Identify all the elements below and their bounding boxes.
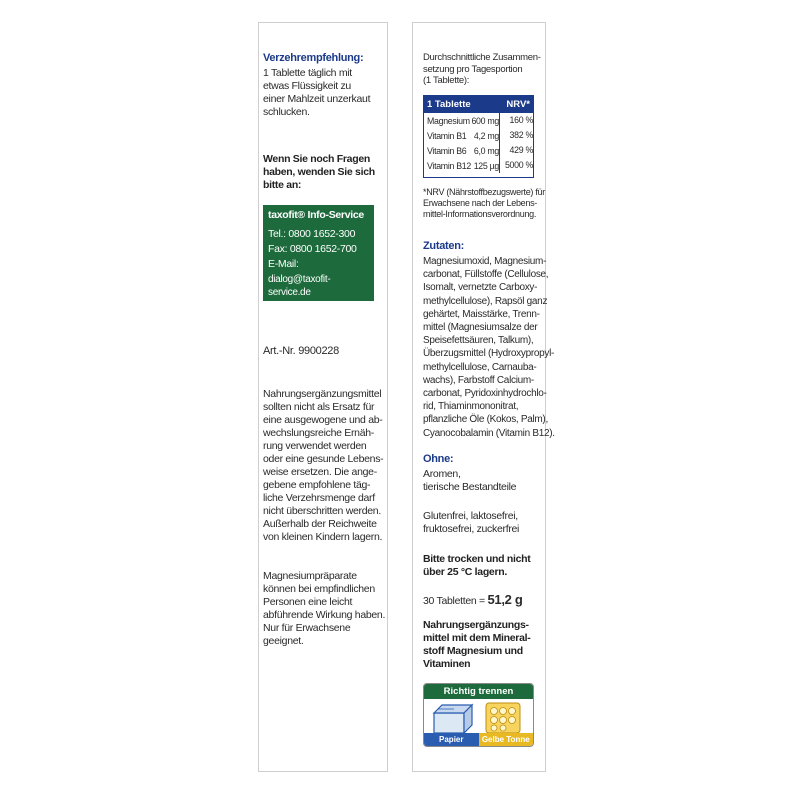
yellow-bin-label: Gelbe Tonne [479,733,534,746]
article-number: Art.-Nr. 9900228 [263,345,339,357]
recycling-label [423,683,534,747]
nutrition-row [424,143,533,158]
nutrition-name: Vitamin B12 [427,160,471,171]
product-type: Nahrungsergänzungs- mittel mit dem Mineral- stoff Magnesium und Vitaminen [423,619,531,670]
ingredients-text: Magnesiumoxid, Magnesium- carbonat, Füllstoffe (Cellulose, Isomalt, vernetzte Carboxy- methylcellulose), Rapsöl ganz gehärtet, Maisstärke, Trenn- mittel (Magnesiumsalze der Speisefettsäuren, Talkum), Überzugsmittel (Hydroxypropyl- methylcellulose, Carnauba- wachs), Farbstoff Calcium- carbonat, Pyridoxinhydrochlo- rid, Thiaminmononitrat, pflanzliche Öle (Kokos, Palm), Cyanocobalamin (Vitamin B12). [423,256,555,439]
info-service-web: www.taxofit.de [268,301,332,313]
paper-label: Papier [424,733,479,746]
info-service-box [263,205,374,313]
storage-text: Bitte trocken und nicht über 25 °C lagern. [423,553,531,578]
nrv-note: *NRV (Nährstoffbezugswerte) für Erwachsene nach der Lebens- mittel-Informationsverordnung. [423,187,545,219]
nutrition-amount: 600 mg [471,115,499,126]
info-service-tel: Tel.: 0800 1652-300 [268,228,356,240]
nutrition-name: Magnesium [427,115,470,126]
quantity-line [423,593,523,608]
nutrition-row [424,158,533,173]
ingredients-heading: Zutaten: [423,240,464,252]
dosage-heading: Verzehrempfehlung: [263,52,364,64]
nutrition-row [424,113,533,128]
free-from-text: Glutenfrei, laktosefrei, fruktosefrei, zuckerfrei [423,510,520,535]
nutrition-header-portion: 1 Tablette [427,99,471,110]
composition-intro: Durchschnittliche Zusammen- setzung pro Tagesportion (1 Tablette): [423,52,541,86]
info-service-email: dialog@taxofit-service.de [268,274,331,298]
recycling-title: Richtig trennen [424,684,533,699]
nutrition-amount: 4,2 mg [473,130,499,141]
nutrition-nrv: 160 % [499,113,533,128]
recycling-footer [424,733,533,746]
nutrition-row [424,128,533,143]
box-icon [434,705,472,733]
nutrition-nrv: 382 % [499,128,533,143]
quantity-value: 51,2 g [487,592,523,607]
warning-text: Nahrungsergänzungsmittel sollten nicht als Ersatz für eine ausgewogene und ab- wechslungsreiche Ernäh- rung verwendet werden oder eine gesunde Lebens- weise ersetzen. Die ange- gebene empfohlene täg- liche Verzehrsmenge darf nicht überschritten werden. Außerhalb der Reichweite von kleinen Kindern lagern. [263,388,384,543]
blister-pack-icon [486,703,520,733]
nutrition-name: Vitamin B6 [427,145,467,156]
nutrition-amount: 6,0 mg [473,145,499,156]
nutrition-name: Vitamin B1 [427,130,467,141]
info-service-fax: Fax: 0800 1652-700 [268,243,357,255]
magnesium-note: Magnesiumpräparate können bei empfindlichen Personen eine leicht abführende Wirkung haben. Nur für Erwachsene geeignet. [263,570,386,647]
nutrition-nrv: 5000 % [499,158,533,173]
quantity-prefix: 30 Tabletten = [423,595,488,607]
nutrition-nrv: 429 % [499,143,533,158]
without-text: Aromen, tierische Bestandteile [423,468,517,493]
info-service-email-label: E-Mail: [268,258,299,270]
nutrition-rows [424,113,533,173]
without-heading: Ohne: [423,453,454,465]
questions-text: Wenn Sie noch Fragen haben, wenden Sie sich bitte an: [263,153,375,191]
nutrition-amount: 125 µg [473,160,499,171]
nutrition-header-nrv: NRV* [506,99,530,110]
recycling-icons [424,699,534,735]
info-service-title: taxofit® Info-Service [268,209,364,221]
nutrition-table-header [424,96,533,113]
nutrition-table [423,95,534,178]
dosage-text: 1 Tablette täglich mit etwas Flüssigkeit zu einer Mahlzeit unzerkaut schlucken. [263,67,371,118]
